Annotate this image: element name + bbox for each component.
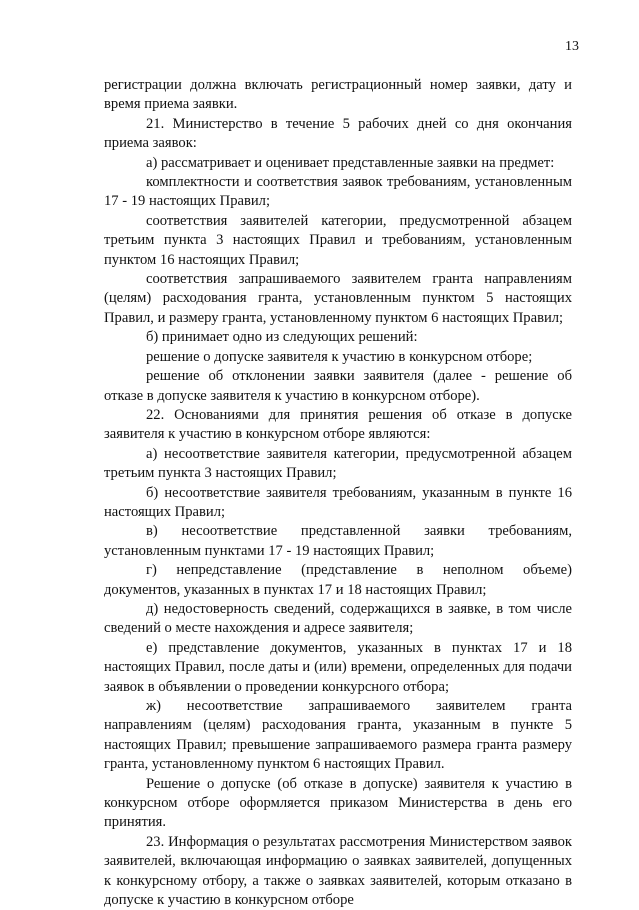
paragraph-22: 22. Основаниями для принятия решения об отказе в допуске заявителя к участию в конкурсном отборе являются: bbox=[104, 406, 572, 443]
paragraph-21-a-category: соответствия заявителей категории, предусмотренной абзацем третьим пункта 3 настоящих Правил и требованиям, установленным пунктом 16 настоящих Правил; bbox=[104, 212, 572, 268]
paragraph-21: 21. Министерство в течение 5 рабочих дней со дня окончания приема заявок: bbox=[104, 115, 572, 152]
paragraph-22-g: г) непредставление (представление в неполном объеме) документов, указанных в пунктах 17 и 18 настоящих Правил; bbox=[104, 562, 572, 598]
paragraph-21-a: а) рассматривает и оценивает представленные заявки на предмет: bbox=[146, 154, 555, 171]
page-number: 13 bbox=[565, 39, 579, 54]
paragraph-21-b: б) принимает одно из следующих решений: bbox=[146, 329, 418, 346]
paragraph-23: 23. Информация о результатах рассмотрения Министерством заявок заявителей, включающая информацию о заявках заявителей, допущенных к конкурсному отбору, а также о заявках заявителей, которым отказано в допуске к участию в конкурсном отборе bbox=[104, 833, 572, 909]
paragraph-22-b: б) несоответствие заявителя требованиям, указанным в пункте 16 настоящих Правил; bbox=[104, 484, 572, 520]
paragraph-22-d: д) недостоверность сведений, содержащихся в заявке, в том числе сведений о месте нахождения и адресе заявителя; bbox=[104, 600, 572, 637]
paragraph-22-v: в) несоответствие представленной заявки требованиям, установленным пунктами 17 - 19 настоящих Правил; bbox=[104, 523, 572, 559]
paragraph-21-b-admission: решение о допуске заявителя к участию в конкурсном отборе; bbox=[146, 348, 533, 365]
paragraph-21-b-rejection: решение об отклонении заявки заявителя (далее - решение об отказе в допуске заявителя к участию в конкурсном отборе). bbox=[104, 368, 572, 404]
paragraph-22-a: а) несоответствие заявителя категории, предусмотренной абзацем третьим пункта 3 настоящих Правил; bbox=[104, 445, 572, 482]
paragraph-22-e: е) представление документов, указанных в пунктах 17 и 18 настоящих Правил, после даты и (или) времени, определенных для подачи заявок в объявлении о проведении конкурсного отбора; bbox=[104, 639, 572, 695]
document-body bbox=[104, 76, 572, 910]
paragraph-21-a-directions: соответствия запрашиваемого заявителем гранта направлениям (целям) расходования гранта, установленным пунктом 5 настоящих Правил, и размеру гранта, установленному пунктом 6 настоящих Правил; bbox=[104, 271, 572, 326]
paragraph-decision: Решение о допуске (об отказе в допуске) заявителя к участию в конкурсном отборе оформляется приказом Министерства в день его принятия. bbox=[104, 775, 572, 831]
paragraph-22-zh: ж) несоответствие запрашиваемого заявителем гранта направлениям (целям) расходования гранта, указанным в пункте 5 настоящих Правил; превышение запрашиваемого размера гранта размеру гранта, установленному пунктом 6 настоящих Правил. bbox=[104, 698, 572, 773]
paragraph-21-a-completeness: комплектности и соответствия заявок требованиям, установленным 17 - 19 настоящих Правил; bbox=[104, 174, 572, 210]
paragraph-registration-continuation: регистрации должна включать регистрационный номер заявки, дату и время приема заявки. bbox=[104, 77, 572, 113]
